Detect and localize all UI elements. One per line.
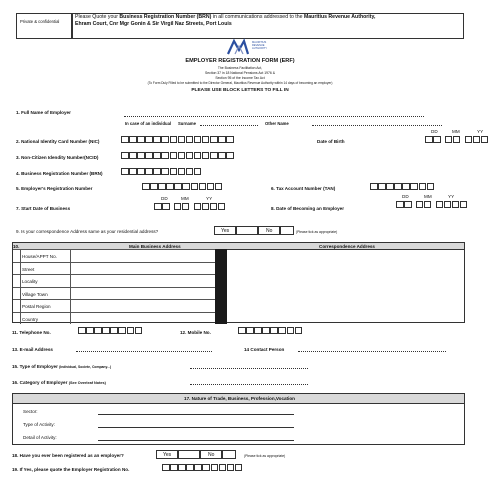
tick-note-18: (Please tick as appropriate) — [244, 454, 286, 458]
category-employer-text: 16. Category of Employer — [12, 380, 68, 385]
row-label-postal: Postal Region — [22, 304, 51, 309]
no-tick-9[interactable] — [280, 226, 294, 235]
tick-note-9: (Please tick as appropriate) — [296, 230, 338, 234]
row-label-house: House/APPT No. — [22, 254, 57, 259]
category-employer-line[interactable] — [190, 384, 308, 385]
header-notice-box — [72, 13, 464, 39]
dob-yy: YY — [477, 129, 484, 134]
yes-box-9[interactable] — [214, 226, 236, 235]
yes-tick-18[interactable] — [178, 450, 200, 459]
notice-line2: Ehram Court, Cnr Mgr Gonin & Sir Virgil Naz Streets, Port Louis — [75, 21, 232, 27]
label-start-date: 7. Start Date of Business — [16, 206, 71, 211]
label-surname: Surname — [178, 121, 196, 126]
type-activity-line[interactable] — [98, 427, 294, 428]
address-table — [12, 242, 465, 323]
title-sub2: Section 37 in 18 National Pensions Act 1976 & — [205, 71, 275, 75]
contact-person-line[interactable] — [298, 351, 446, 352]
address-num: 10. — [13, 243, 20, 249]
row-label-locality: Locality — [22, 279, 38, 284]
start-dd: DD — [161, 196, 168, 201]
telephone-boxes[interactable] — [78, 327, 143, 334]
label-category-employer — [12, 380, 106, 386]
label-employer-reg-no: 19. If Yes, please quote the Employer Registration No. — [12, 467, 130, 472]
dob-boxes[interactable] — [425, 136, 489, 143]
type-employer-note: (Individual, Societe, Company...) — [59, 365, 112, 369]
address-row[interactable] — [13, 287, 215, 301]
ncid-boxes[interactable] — [121, 152, 234, 159]
title-sub3: Section 95 of the Income Tax Act — [215, 76, 265, 80]
label-tan: 6. Tax Account Number (TAN) — [271, 186, 336, 191]
label-type-activity: Type of Activity: — [23, 422, 55, 427]
label-same-address: 9. Is your correspondence Address same as your residential address? — [16, 229, 159, 234]
no-label-18: No — [208, 451, 215, 458]
start-mm: MM — [181, 196, 189, 201]
other-name-line[interactable] — [312, 125, 442, 126]
employer-reg-no-boxes[interactable] — [162, 464, 243, 471]
address-row[interactable] — [13, 249, 215, 263]
label-telephone: 11. Telephone No. — [12, 330, 51, 335]
main-address-header: Main Business Address — [129, 243, 181, 249]
label-employer-reg: 5. Employer's Registration Number — [16, 186, 93, 191]
start-yy: YY — [206, 196, 213, 201]
dob-dd: DD — [431, 129, 438, 134]
label-employer-date: 8. Date of Becoming an Employer — [271, 206, 345, 211]
label-mobile: 12. Mobile No. — [180, 330, 211, 335]
block-letters-note: PLEASE USE BLOCK LETTERS TO FILL IN — [191, 88, 289, 93]
label-other-name: Other Name — [265, 121, 289, 126]
trade-section — [12, 393, 465, 445]
dob-mm: MM — [452, 129, 460, 134]
yes-box-18[interactable] — [156, 450, 178, 459]
notice-mra: Mauritius Revenue Authority, — [303, 14, 376, 20]
full-name-line[interactable] — [124, 116, 424, 117]
mobile-boxes[interactable] — [238, 327, 303, 334]
label-detail-activity: Detail of Activity: — [23, 435, 57, 440]
row-label-village: Village Town — [22, 291, 48, 297]
label-brn: 4. Business Registration Number (BRN) — [16, 171, 103, 176]
label-nic: 2. National Identity Card Number (NIC) — [16, 139, 100, 144]
type-employer-text: 15. Type of Employer — [12, 364, 58, 369]
yes-label-9: Yes — [221, 227, 230, 234]
employer-mm: MM — [424, 194, 432, 199]
yes-tick-9[interactable] — [236, 226, 258, 235]
nic-boxes[interactable] — [121, 136, 234, 143]
address-row[interactable] — [13, 299, 215, 313]
label-email: 13. E-mail Address — [12, 347, 53, 352]
no-box-9[interactable] — [258, 226, 280, 235]
email-line[interactable] — [76, 351, 212, 352]
row-label-country: Country — [22, 316, 39, 322]
label-sector: Sector: — [23, 409, 38, 414]
label-contact-person: 14 Contact Person — [244, 347, 285, 352]
category-employer-note: (See Overleaf Notes) — [68, 381, 106, 385]
brn-boxes[interactable] — [121, 168, 202, 175]
yes-label-18: Yes — [163, 451, 172, 458]
confidential-box — [16, 13, 72, 39]
label-ncid: 3. Non-Citizen Idendity Number(NCID) — [16, 155, 99, 160]
address-rows — [13, 249, 466, 324]
notice-brn: Business Registration Number (BRN) — [119, 14, 212, 20]
corr-address-header: Correspondence Address — [319, 243, 375, 249]
no-label-9: No — [266, 227, 273, 234]
detail-activity-line[interactable] — [98, 440, 294, 441]
start-date-boxes[interactable] — [154, 203, 226, 210]
title-sub1: The Business Facilitation Act, — [217, 66, 263, 70]
mra-logo — [226, 38, 276, 56]
sector-line[interactable] — [98, 414, 294, 415]
logo-text: MAURITIUS REVENUE AUTHORITY — [252, 41, 267, 51]
notice-pre: Please Quote your — [75, 14, 120, 20]
employer-dd: DD — [402, 194, 409, 199]
label-full-name: 1. Full Name of Employer — [16, 110, 71, 115]
employer-reg-boxes[interactable] — [142, 183, 223, 190]
form-title: EMPLOYER REGISTRATION FORM (ERF) — [185, 58, 295, 64]
no-tick-18[interactable] — [222, 450, 236, 459]
row-label-street: Street — [22, 266, 35, 272]
type-employer-line[interactable] — [190, 368, 308, 369]
employer-yy: YY — [448, 194, 455, 199]
title-note: (To Form Duly Filled to be submitted to the Director General, Mauritius Revenue Authority within 14 days of becoming an employer) — [147, 81, 333, 85]
trade-header: 17. Nature of Trade, Business, Profession,Vocation — [184, 396, 295, 401]
label-individual: In case of an individual — [125, 121, 172, 126]
confidential-label: Private & confidential — [20, 19, 60, 24]
address-row[interactable] — [13, 312, 215, 326]
surname-line[interactable] — [200, 125, 258, 126]
notice-mid: in all communications addressed to the — [211, 14, 304, 20]
address-row[interactable] — [13, 262, 215, 276]
label-registered-before: 18. Have you ever been registered as an employer? — [12, 453, 124, 458]
no-box-18[interactable] — [200, 450, 222, 459]
notice-line1 — [75, 15, 375, 20]
employer-date-boxes[interactable] — [396, 201, 468, 208]
address-row[interactable] — [13, 274, 215, 288]
label-dob: Date of Birth — [317, 139, 345, 144]
label-type-employer — [12, 364, 111, 370]
tan-boxes[interactable] — [370, 183, 435, 190]
